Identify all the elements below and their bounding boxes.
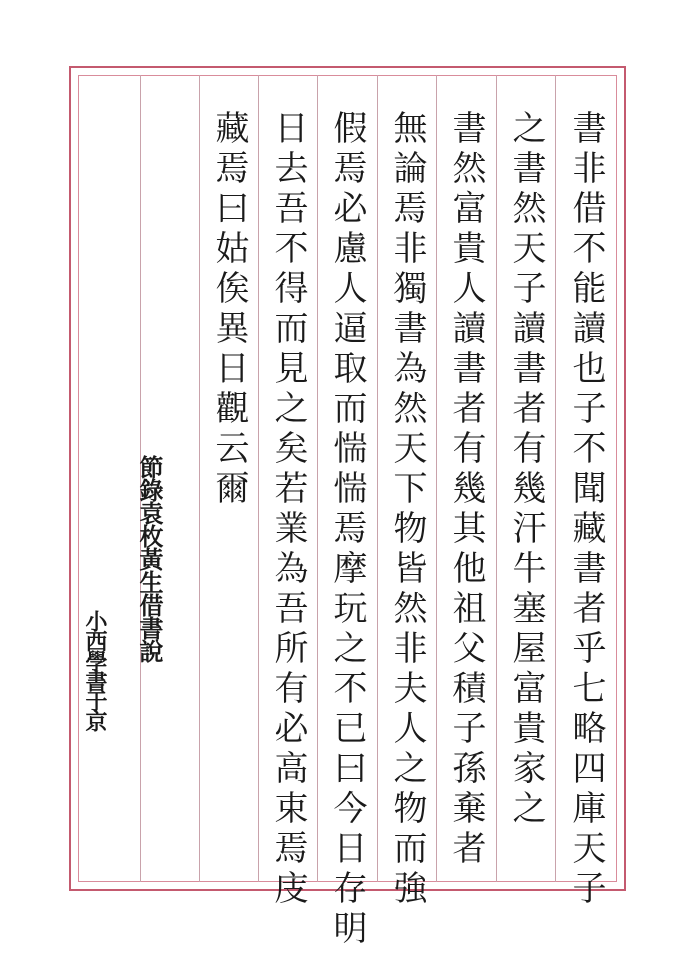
column-rule [199, 75, 200, 882]
attribution: 節錄袁枚黃生借書說 [135, 455, 164, 662]
column-rule [258, 75, 259, 882]
column-rule [555, 75, 556, 882]
text-column: 書然富貴人讀書者有幾其他祖父積子孫棄者 [446, 110, 486, 870]
text-column: 日去吾不得而見之矣若業為吾所有必高束焉庋 [268, 110, 308, 910]
text-column: 藏焉曰姑俟異日觀云爾 [209, 110, 249, 510]
text-column: 書非借不能讀也子不聞藏書者乎七略四庫天子 [566, 110, 606, 910]
text-column: 無論焉非獨書為然天下物皆然非夫人之物而強 [387, 110, 427, 910]
column-rule [436, 75, 437, 882]
column-rule [496, 75, 497, 882]
author-signature: 小西學書于京 [82, 610, 108, 730]
column-rule [377, 75, 378, 882]
text-column: 假焉必慮人逼取而惴惴焉摩玩之不已曰今日存明 [327, 110, 367, 950]
column-rule [317, 75, 318, 882]
text-column: 之書然天子讀書者有幾汗牛塞屋富貴家之 [506, 110, 546, 830]
